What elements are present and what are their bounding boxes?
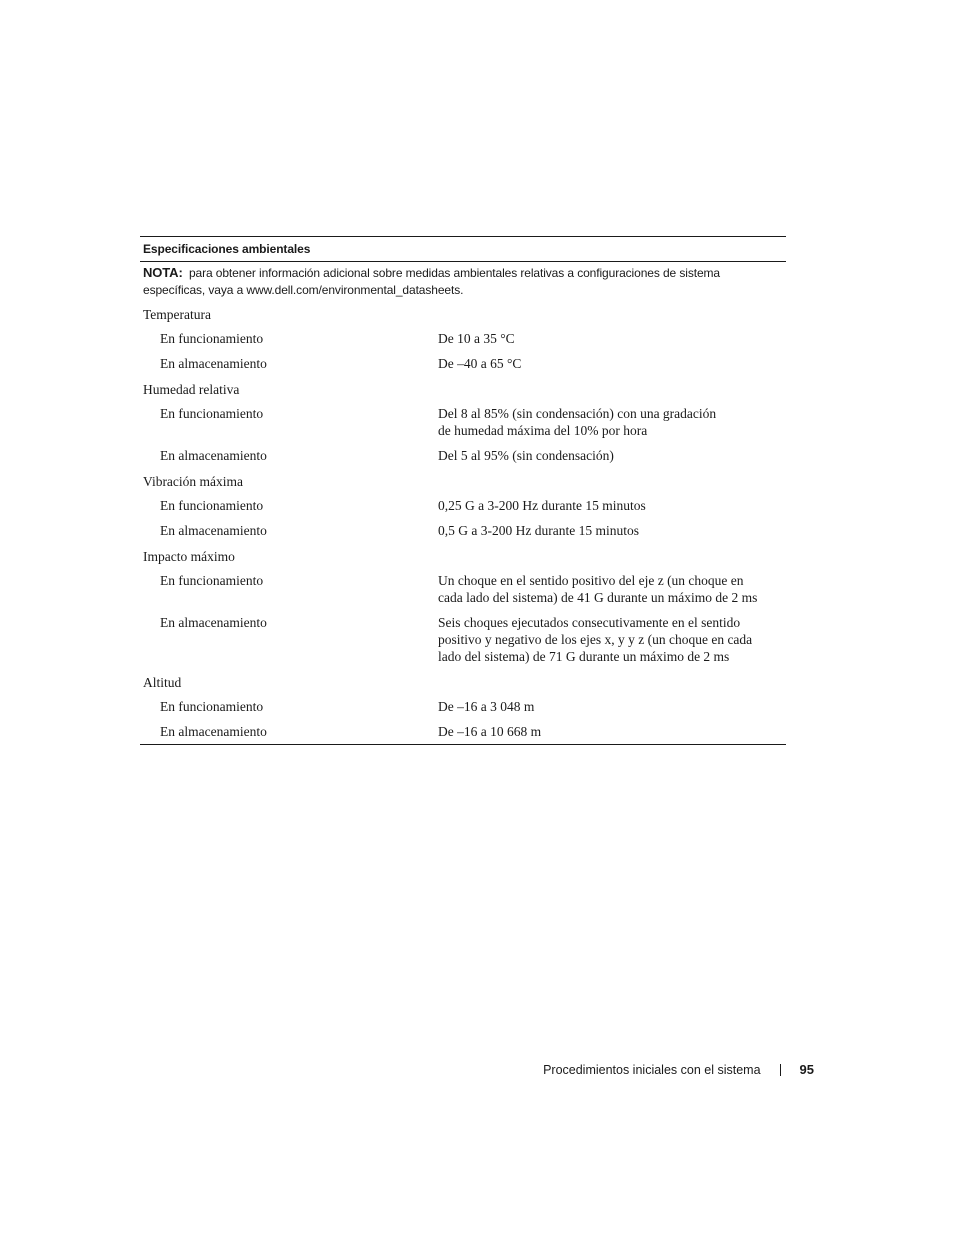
row-label: En funcionamiento <box>160 573 264 588</box>
table-row <box>140 326 786 351</box>
row-label: En funcionamiento <box>160 406 264 421</box>
table-row <box>140 493 786 518</box>
section-title-humidity: Humedad relativa <box>143 382 240 397</box>
row-value: 0,5 G a 3-200 Hz durante 15 minutos <box>438 523 639 538</box>
row-value: Un choque en el sentido positivo del eje z (un choque en cada lado del sistema) de 41 G durante un máximo de 2 ms <box>438 573 758 605</box>
footer-section-title: Procedimientos iniciales con el sistema <box>543 1062 761 1077</box>
row-label: En almacenamiento <box>160 356 267 371</box>
page-footer <box>543 1062 814 1077</box>
table-row <box>140 351 786 376</box>
table-row <box>140 443 786 468</box>
environmental-specs-table <box>140 236 786 745</box>
row-label: En almacenamiento <box>160 724 267 739</box>
section-title-vibration: Vibración máxima <box>143 474 244 489</box>
footer-separator <box>780 1064 781 1076</box>
table-row <box>140 694 786 719</box>
row-value: De –40 a 65 °C <box>438 356 522 371</box>
table-row <box>140 719 786 744</box>
row-label: En funcionamiento <box>160 498 264 513</box>
row-label: En funcionamiento <box>160 331 264 346</box>
row-value: Del 5 al 95% (sin condensación) <box>438 448 614 463</box>
section-title-temperature: Temperatura <box>143 307 212 322</box>
table-row <box>140 401 786 443</box>
table-row <box>140 610 786 669</box>
note <box>140 262 786 301</box>
row-value: Del 8 al 85% (sin condensación) con una gradación de humedad máxima del 10% por hora <box>438 406 717 438</box>
note-text: para obtener información adicional sobre medidas ambientales relativas a configuraciones de sistema específicas, vaya a www.dell.com/environmental_datasheets. <box>143 266 721 297</box>
row-value: De 10 a 35 °C <box>438 331 515 346</box>
row-label: En almacenamiento <box>160 448 267 463</box>
row-value: De –16 a 3 048 m <box>438 699 535 714</box>
table-row <box>140 568 786 610</box>
row-value: 0,25 G a 3-200 Hz durante 15 minutos <box>438 498 646 513</box>
row-label: En funcionamiento <box>160 699 264 714</box>
table-title: Especificaciones ambientales <box>140 237 786 262</box>
table-row <box>140 518 786 543</box>
row-value: Seis choques ejecutados consecutivamente en el sentido positivo y negativo de los ejes x, y y z (un choque en cada lado del sistema) de 71 G durante un máximo de 2 ms <box>438 615 753 664</box>
row-value: De –16 a 10 668 m <box>438 724 542 739</box>
note-label: NOTA: <box>143 265 183 280</box>
section-title-shock: Impacto máximo <box>143 549 235 564</box>
row-label: En almacenamiento <box>160 523 267 538</box>
row-label: En almacenamiento <box>160 615 267 630</box>
section-title-altitude: Altitud <box>143 675 182 690</box>
page-number: 95 <box>799 1062 814 1077</box>
